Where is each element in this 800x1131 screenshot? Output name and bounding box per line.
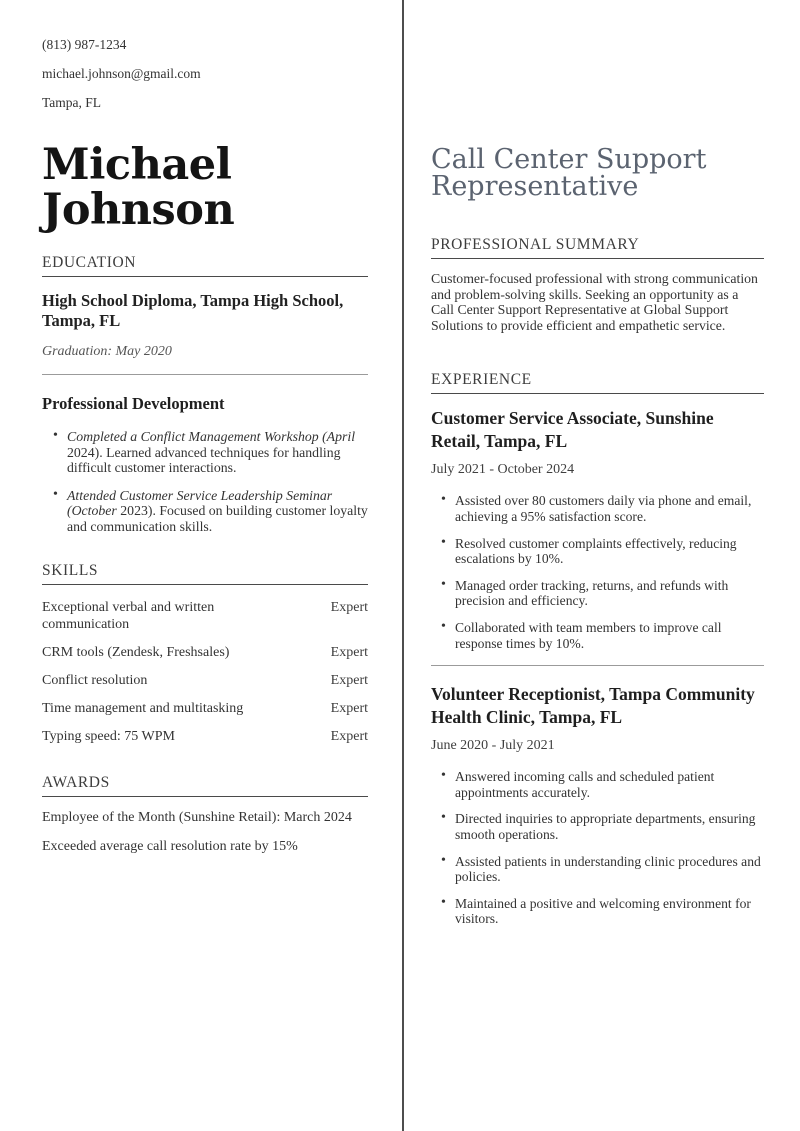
education-entry-separator	[42, 374, 368, 375]
job-bullet-list	[431, 493, 764, 651]
section-heading-professional-summary: PROFESSIONAL SUMMARY	[431, 236, 764, 259]
skill-level: Expert	[330, 672, 368, 688]
education-degree: High School Diploma, Tampa High School, Tampa, FL	[42, 291, 344, 330]
professional-summary-text: Customer-focused professional with strong communication and problem-solving skills. Seeking an opportunity as a Call Center Support Representative at Global Support Solutions to provide efficient and empathetic service.	[431, 271, 758, 333]
column-divider	[402, 0, 404, 1131]
candidate-name: Michael Johnson	[42, 140, 235, 235]
development-heading: Professional Development	[42, 394, 225, 413]
skill-name: Exceptional verbal and written communication	[42, 599, 215, 632]
section-heading-education: EDUCATION	[42, 254, 368, 277]
section-heading-skills: SKILLS	[42, 562, 368, 585]
contact-location: Tampa, FL	[42, 95, 102, 110]
job-bullet: • Managed order tracking, returns, and refunds with precision and efficiency.	[455, 578, 764, 609]
job-title: Volunteer Receptionist, Tampa Community Health Clinic, Tampa, FL	[431, 684, 755, 728]
job-bullet: • Maintained a positive and welcoming environment for visitors.	[455, 896, 764, 927]
skill-name: Time management and multitasking	[42, 700, 244, 716]
skill-level: Expert	[330, 644, 368, 660]
education-graduation-date: Graduation: May 2020	[42, 344, 172, 359]
job-dates: June 2020 - July 2021	[431, 738, 555, 754]
skill-name: Typing speed: 75 WPM	[42, 728, 175, 744]
skill-level: Expert	[330, 700, 368, 716]
development-item	[67, 429, 368, 476]
award-item: Employee of the Month (Sunshine Retail): March 2024	[42, 809, 352, 825]
skill-row	[42, 644, 368, 661]
skills-list	[42, 599, 368, 745]
development-list	[42, 429, 368, 535]
target-role-title: Call Center Support Representative	[431, 144, 707, 202]
job-title: Customer Service Associate, Sunshine Retail, Tampa, FL	[431, 408, 714, 452]
contact-block	[42, 38, 368, 110]
skill-name: Conflict resolution	[42, 672, 148, 688]
job-bullet: • Assisted over 80 customers daily via phone and email, achieving a 95% satisfaction score.	[455, 493, 764, 524]
job-bullet: • Answered incoming calls and scheduled patient appointments accurately.	[455, 769, 764, 800]
skill-row	[42, 700, 368, 717]
contact-email: michael.johnson@gmail.com	[42, 66, 201, 81]
experience-entry-separator	[431, 665, 764, 666]
job-dates: July 2021 - October 2024	[431, 462, 575, 478]
development-item-title: Attended Customer Service Leadership Seminar (October	[67, 487, 333, 519]
skill-name: CRM tools (Zendesk, Freshsales)	[42, 644, 230, 660]
left-column	[42, 0, 368, 855]
skill-row	[42, 672, 368, 689]
development-item-text: 2024). Learned advanced techniques for handling difficult customer interactions.	[67, 444, 341, 476]
job-bullet: • Assisted patients in understanding clinic procedures and policies.	[455, 854, 764, 885]
skill-row	[42, 599, 368, 633]
job-bullet: • Collaborated with team members to improve call response times by 10%.	[455, 620, 764, 651]
job-bullet: • Directed inquiries to appropriate departments, ensuring smooth operations.	[455, 811, 764, 842]
job-bullet-list	[431, 769, 764, 927]
development-item-title: Completed a Conflict Management Workshop (April	[67, 429, 356, 444]
skill-level: Expert	[330, 599, 368, 615]
skill-row	[42, 728, 368, 745]
award-item: Exceeded average call resolution rate by 15%	[42, 838, 298, 854]
section-heading-awards: AWARDS	[42, 774, 368, 797]
contact-phone: (813) 987-1234	[42, 37, 127, 52]
job-bullet: • Resolved customer complaints effectively, reducing escalations by 10%.	[455, 536, 764, 567]
development-item	[67, 488, 368, 535]
development-item-text: 2023). Focused on building customer loyalty and communication skills.	[67, 503, 368, 534]
right-column	[431, 0, 764, 938]
section-heading-experience: EXPERIENCE	[431, 371, 764, 394]
skill-level: Expert	[330, 728, 368, 744]
